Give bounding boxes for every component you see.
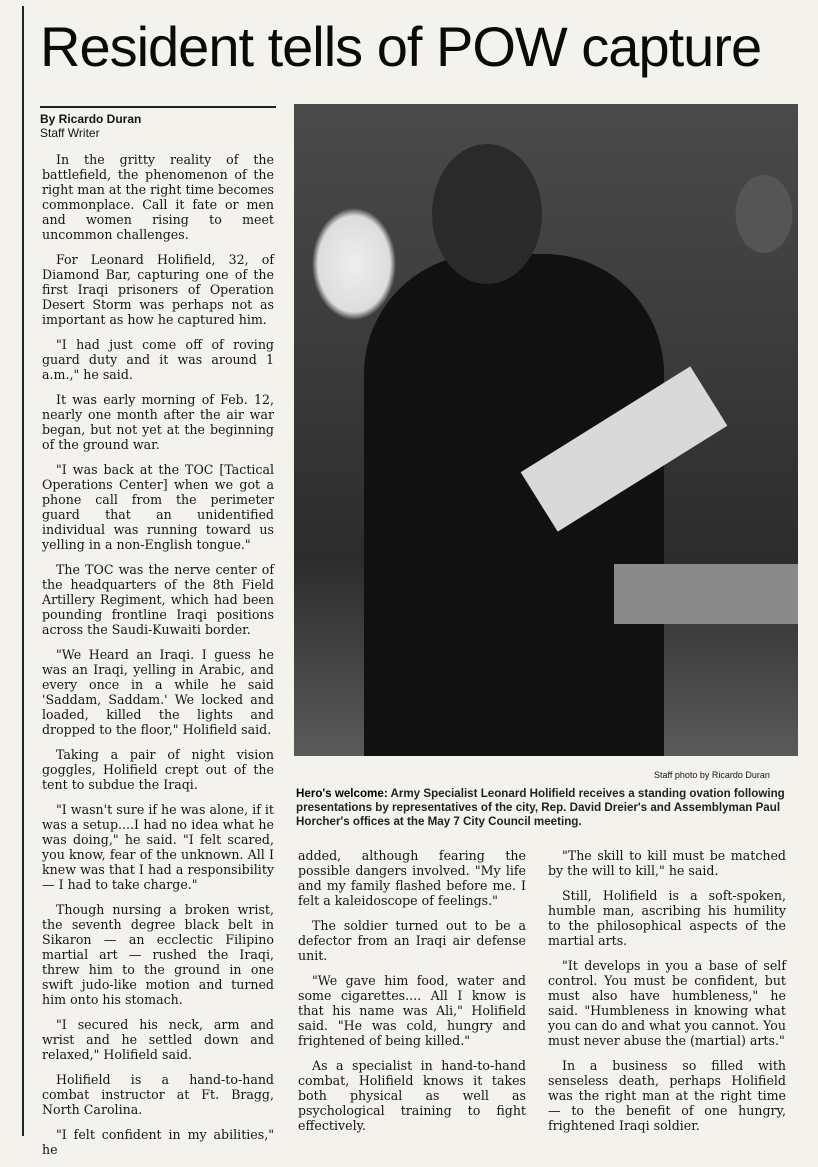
photo-soldier-head <box>432 144 542 284</box>
caption-lead: Hero's welcome: <box>296 787 388 800</box>
paragraph: For Leonard Holifield, 32, of Diamond Bar, capturing one of the first Iraqi prisoners of Operation Desert Storm was perhaps not as important as how he captured him. <box>42 252 274 327</box>
paragraph: The soldier turned out to be a defector from an Iraqi air defense unit. <box>298 918 526 963</box>
byline-name: By Ricardo Duran <box>40 112 142 126</box>
paragraph: Still, Holifield is a soft-spoken, humble man, ascribing his humility to the philosophical aspects of the martial arts. <box>548 888 786 948</box>
byline <box>40 112 141 140</box>
column-rule <box>22 6 24 1136</box>
paragraph: "I had just come off of roving guard duty and it was around 1 a.m.," he said. <box>42 337 274 382</box>
paragraph: added, although fearing the possible dangers involved. "My life and my family flashed before me. I felt a kaleidoscope of feelings." <box>298 848 526 908</box>
paragraph: "I wasn't sure if he was alone, if it was a setup....I had no idea what he was doing," he said. "I felt scared, you know, fear of the unknown. All I knew was that I had a responsibility — I had to take charge." <box>42 802 274 892</box>
photo-soldier-figure <box>364 254 664 756</box>
paragraph: The TOC was the nerve center of the headquarters of the 8th Field Artillery Regiment, which had been pounding frontline Iraqi positions across the Saudi-Kuwaiti border. <box>42 562 274 637</box>
paragraph: In the gritty reality of the battlefield, the phenomenon of the right man at the right time becomes commonplace. Call it fate or men and women rising to meet uncommon challenges. <box>42 152 274 242</box>
paragraph: In a business so filled with senseless death, perhaps Holifield was the right man at the right time — to the benefit of one hungry, frightened Iraqi soldier. <box>548 1058 786 1133</box>
photo-credit: Staff photo by Ricardo Duran <box>654 770 770 780</box>
caption-text: Army Specialist Leonard Holifield receives a standing ovation following presentations by representatives of the city, Rep. David Dreier's and Assemblyman Paul Horcher's offices at the May 7 City Council meeting. <box>296 787 785 828</box>
byline-title: Staff Writer <box>40 126 100 140</box>
headline: Resident tells of POW capture <box>40 15 762 78</box>
paragraph: As a specialist in hand-to-hand combat, Holifield knows it takes both physical as well as psychological training to fight effectively. <box>298 1058 526 1133</box>
paragraph: "We Heard an Iraqi. I guess he was an Iraqi, yelling in Arabic, and every once in a while he said 'Saddam, Saddam.' We locked and loaded, killed the lights and dropped to the floor," Holifield said. <box>42 647 274 737</box>
paragraph: Taking a pair of night vision goggles, Holifield crept out of the tent to subdue the Iraqi. <box>42 747 274 792</box>
byline-rule <box>40 106 276 108</box>
paragraph: "We gave him food, water and some cigarettes.... All I know is that his name was Ali," Holifield said. "He was cold, hungry and frightened of being killed." <box>298 973 526 1048</box>
photo-caption <box>296 787 796 829</box>
paragraph: "It develops in you a base of self control. You must be confident, but must also have humbleness," he said. "Humbleness in knowing what you can do and what you cannot. You must never abuse the (martial) arts." <box>548 958 786 1048</box>
news-photo <box>294 104 798 756</box>
paragraph: "The skill to kill must be matched by the will to kill," he said. <box>548 848 786 878</box>
photo-council-dais <box>614 564 798 624</box>
paragraph: "I felt confident in my abilities," he <box>42 1127 274 1157</box>
paragraph: It was early morning of Feb. 12, nearly one month after the air war began, but not yet at the beginning of the ground war. <box>42 392 274 452</box>
paragraph: Though nursing a broken wrist, the seventh degree black belt in Sikaron — an ecclectic Filipino martial art — rushed the Iraqi, threw him to the ground in one swift judo-like motion and turned him onto his stomach. <box>42 902 274 1007</box>
article-column-2 <box>298 848 526 1143</box>
paragraph: "I was back at the TOC [Tactical Operations Center] when we got a phone call from the perimeter guard that an unidentified individual was running toward us yelling in a non-English tongue." <box>42 462 274 552</box>
article-column-3 <box>548 848 786 1143</box>
paragraph: "I secured his neck, arm and wrist and he settled down and relaxed," Holifield said. <box>42 1017 274 1062</box>
article-column-1 <box>42 152 274 1167</box>
paragraph: Holifield is a hand-to-hand combat instructor at Ft. Bragg, North Carolina. <box>42 1072 274 1117</box>
